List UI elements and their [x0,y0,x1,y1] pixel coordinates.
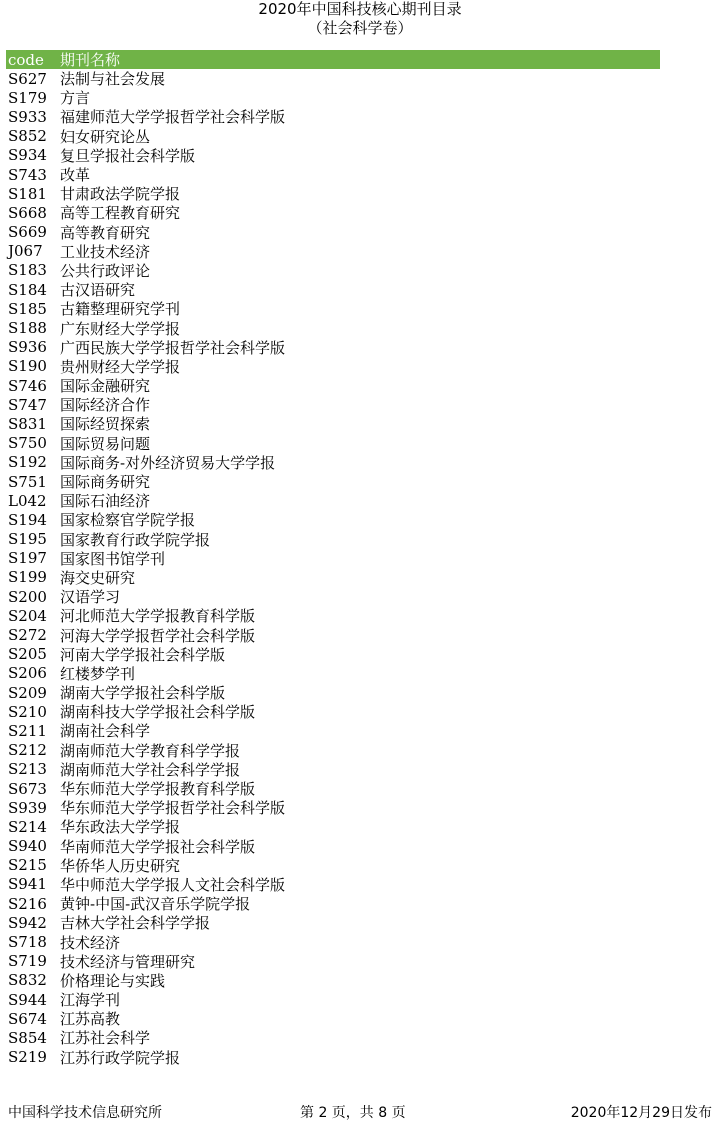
journal-code: S751 [8,472,47,491]
table-row [6,165,660,184]
journal-name: 河海大学学报哲学社会科学版 [60,626,256,645]
table-row [6,127,660,146]
table-row [6,683,660,702]
journal-code: S719 [8,952,47,971]
journal-code: S181 [8,184,47,203]
journal-code: S211 [8,721,47,740]
journal-code: S214 [8,817,47,836]
journal-code: S673 [8,779,47,798]
journal-code: S936 [8,338,47,357]
table-row [6,357,660,376]
journal-code: S210 [8,702,47,721]
table-row [6,491,660,510]
table-row [6,645,660,664]
table-row [6,376,660,395]
journal-code: S743 [8,165,47,184]
journal-name: 古汉语研究 [60,281,136,300]
table-row [6,203,660,222]
journal-code: S934 [8,146,47,165]
journal-code: S209 [8,683,47,702]
journal-name: 广西民族大学学报哲学社会科学版 [60,338,286,357]
journal-name: 海交史研究 [60,568,136,587]
journal-name: 华中师范大学学报人文社会科学版 [60,875,286,894]
journal-name: 华侨华人历史研究 [60,856,181,875]
journal-name: 华东师范大学学报教育科学版 [60,780,256,799]
table-row [6,280,660,299]
journal-name: 甘肃政法学院学报 [60,185,181,204]
journal-name: 广东财经大学学报 [60,319,181,338]
journal-code: L042 [8,491,47,510]
journal-code: S194 [8,510,47,529]
footer-publish-date: 2020年12月29日发布 [570,1105,712,1121]
table-body [6,69,660,1067]
journal-code: S213 [8,760,47,779]
journal-name: 河北师范大学学报教育科学版 [60,607,256,626]
journal-code: S941 [8,875,47,894]
table-row [6,472,660,491]
journal-code: S939 [8,798,47,817]
table-row [6,223,660,242]
journal-code: S206 [8,664,47,683]
journal-name: 华东师范大学学报哲学社会科学版 [60,799,286,818]
journal-code: S747 [8,395,47,414]
journal-name: 国际经贸探索 [60,415,151,434]
table-row [6,338,660,357]
journal-name: 妇女研究论丛 [60,127,151,146]
journal-name: 国际经济合作 [60,396,151,415]
table-row [6,606,660,625]
journal-name: 国际贸易问题 [60,434,151,453]
table-row [6,299,660,318]
journal-name: 湖南社会科学 [60,722,151,741]
journal-code: S188 [8,319,47,338]
journal-name: 技术经济与管理研究 [60,952,196,971]
journal-name: 华南师范大学学报社会科学版 [60,837,256,856]
journal-name: 黄钟-中国-武汉音乐学院学报 [60,895,251,914]
journal-name: 国家教育行政学院学报 [60,530,211,549]
table-row [6,952,660,971]
journal-code: S204 [8,606,47,625]
table-row [6,625,660,644]
table-row [6,702,660,721]
journal-name: 国际金融研究 [60,377,151,396]
journal-code: S179 [8,88,47,107]
journal-code: S216 [8,894,47,913]
journal-name: 湖南师范大学社会科学学报 [60,760,241,779]
journal-name: 湖南科技大学学报社会科学版 [60,703,256,722]
journal-name: 吉林大学社会科学学报 [60,914,211,933]
table-row [6,146,660,165]
journal-name: 红楼梦学刊 [60,664,136,683]
journal-code: S199 [8,568,47,587]
table-row [6,721,660,740]
journal-name: 江苏行政学院学报 [60,1048,181,1067]
document-subtitle: （社会科学卷） [307,19,413,37]
table-row [6,69,660,88]
table-row [6,894,660,913]
journal-name: 国际石油经济 [60,492,151,511]
table-row [6,184,660,203]
journal-name: 技术经济 [60,933,121,952]
journal-code: S205 [8,645,47,664]
journal-code: S674 [8,1009,47,1028]
journal-name: 方言 [60,89,91,108]
journal-code: S746 [8,376,47,395]
table-row [6,587,660,606]
table-row [6,88,660,107]
document-title: 2020年中国科技核心期刊目录 [258,0,462,18]
footer-page-number: 第 2 页，共 8 页 [300,1105,406,1121]
journal-code: S669 [8,223,47,242]
journal-code: S668 [8,203,47,222]
table-row [6,1009,660,1028]
journal-name: 公共行政评论 [60,261,151,280]
journal-name: 国家图书馆学刊 [60,549,166,568]
table-row [6,107,660,126]
footer-organization: 中国科学技术信息研究所 [8,1105,162,1121]
journal-name: 工业技术经济 [60,242,151,261]
table-row [6,549,660,568]
journal-name: 法制与社会发展 [60,70,166,89]
table-row [6,1028,660,1047]
journal-code: S627 [8,69,47,88]
journal-name: 贵州财经大学学报 [60,357,181,376]
table-row [6,568,660,587]
table-row [6,798,660,817]
table-row [6,434,660,453]
journal-code: S183 [8,261,47,280]
table-row [6,990,660,1009]
journal-code: S854 [8,1028,47,1047]
journal-table [6,50,660,1067]
journal-code: S940 [8,837,47,856]
table-row [6,913,660,932]
table-row [6,318,660,337]
table-row [6,664,660,683]
table-row [6,1048,660,1067]
journal-name: 华东政法大学学报 [60,818,181,837]
journal-code: S185 [8,299,47,318]
journal-code: S831 [8,414,47,433]
journal-name: 河南大学学报社会科学版 [60,645,226,664]
table-row [6,875,660,894]
table-row [6,779,660,798]
journal-code: S750 [8,434,47,453]
journal-name: 江海学刊 [60,991,121,1010]
journal-name: 国家检察官学院学报 [60,511,196,530]
journal-name: 国际商务-对外经济贸易大学学报 [60,453,276,472]
journal-code: S944 [8,990,47,1009]
table-row [6,817,660,836]
journal-name: 价格理论与实践 [60,971,166,990]
journal-name: 福建师范大学学报哲学社会科学版 [60,108,286,127]
journal-name: 江苏高教 [60,1010,121,1029]
table-row [6,395,660,414]
journal-name: 复旦学报社会科学版 [60,146,196,165]
table-row [6,261,660,280]
journal-code: S197 [8,549,47,568]
table-header [6,50,660,69]
journal-name: 汉语学习 [60,588,121,607]
table-row [6,741,660,760]
column-header-code: code [8,50,44,69]
journal-code: S200 [8,587,47,606]
journal-code: S184 [8,280,47,299]
table-row [6,760,660,779]
table-row [6,971,660,990]
document-title-block [0,0,720,38]
journal-name: 古籍整理研究学刊 [60,300,181,319]
journal-code: S272 [8,626,47,645]
journal-name: 江苏社会科学 [60,1029,151,1048]
journal-name: 湖南大学学报社会科学版 [60,684,226,703]
journal-name: 湖南师范大学教育科学学报 [60,741,241,760]
journal-code: S212 [8,741,47,760]
journal-code: J067 [8,242,43,261]
table-row [6,453,660,472]
table-row [6,856,660,875]
journal-name: 国际商务研究 [60,473,151,492]
journal-code: S192 [8,453,47,472]
table-row [6,837,660,856]
column-header-name: 期刊名称 [60,51,121,69]
journal-code: S718 [8,933,47,952]
journal-code: S852 [8,127,47,146]
journal-name: 高等工程教育研究 [60,204,181,223]
journal-code: S219 [8,1048,47,1067]
journal-name: 改革 [60,166,91,185]
journal-code: S942 [8,913,47,932]
table-row [6,530,660,549]
journal-code: S190 [8,357,47,376]
journal-code: S933 [8,107,47,126]
journal-code: S832 [8,971,47,990]
table-row [6,510,660,529]
table-row [6,242,660,261]
journal-code: S195 [8,530,47,549]
table-row [6,414,660,433]
journal-name: 高等教育研究 [60,223,151,242]
table-row [6,932,660,951]
journal-code: S215 [8,856,47,875]
